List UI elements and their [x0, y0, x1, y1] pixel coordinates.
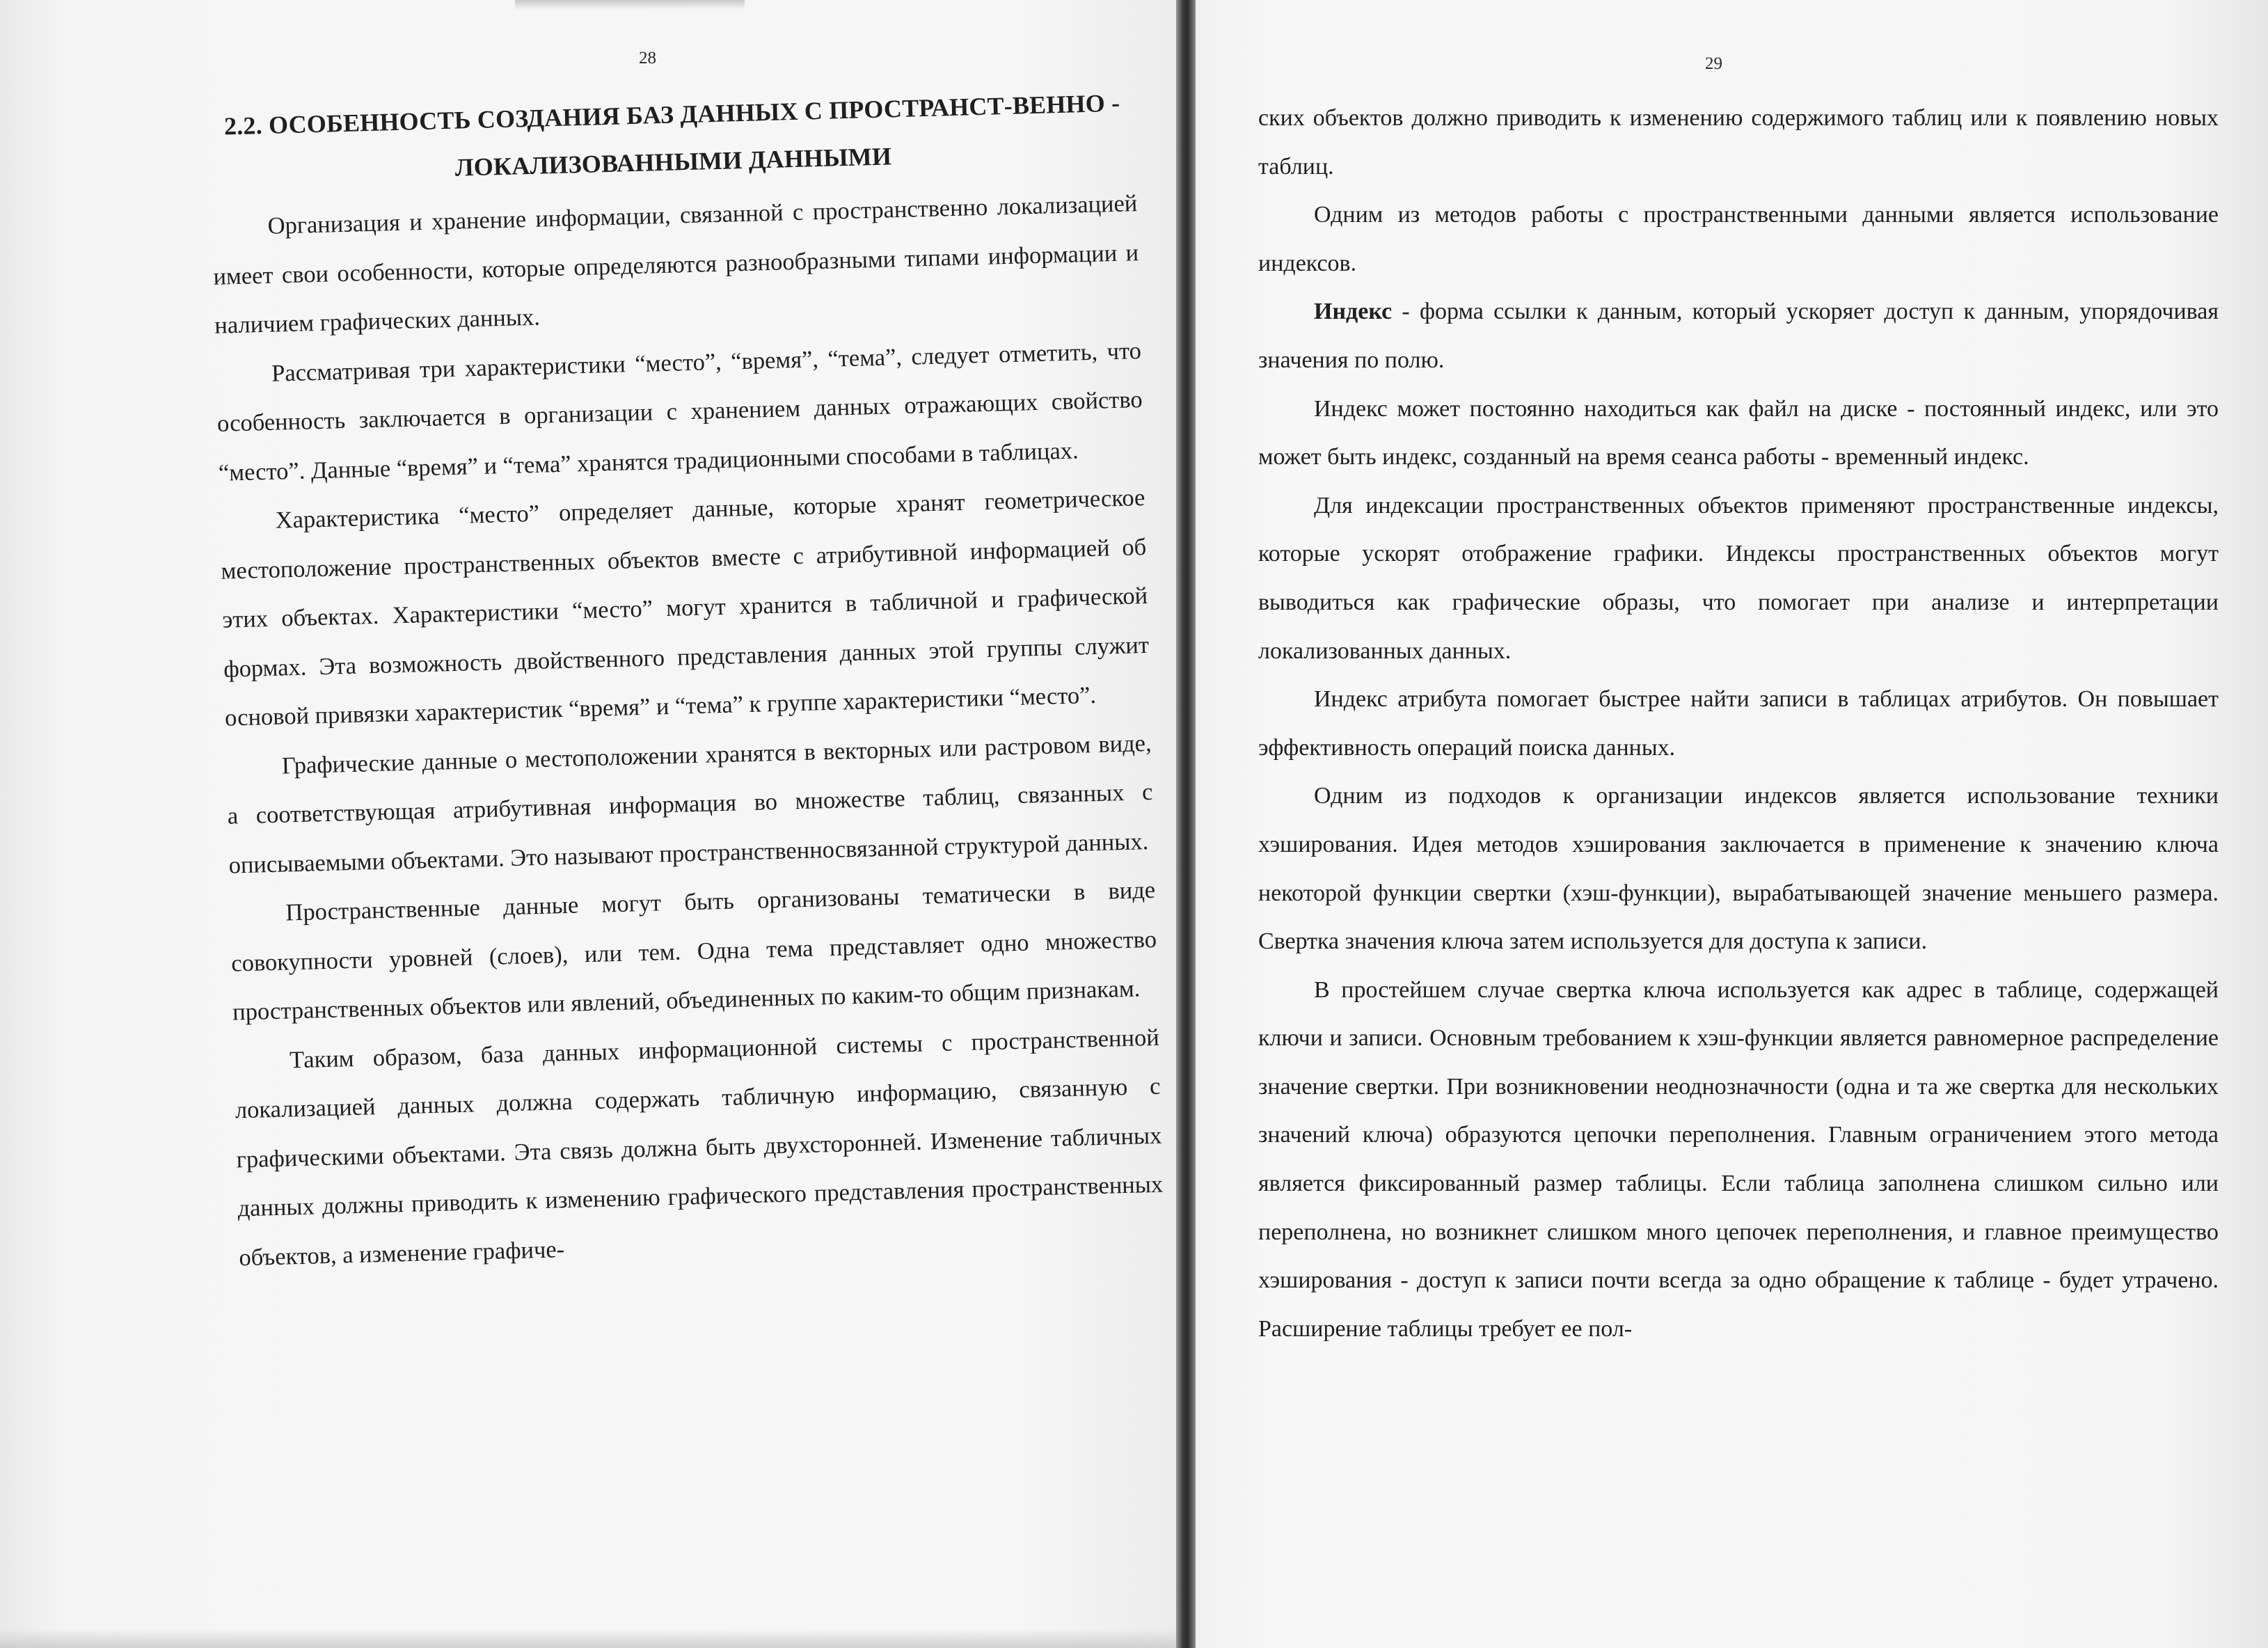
- index-definition-paragraph: [1258, 287, 2219, 384]
- paragraph: Рассматривая три характеристики “место”, “время”, “тема”, следует отметить, что особенность заключается в организации с хранением данных отражающих свойство “место”. Данные “время” и “тема” хранятся традиционными способами в таблицах.: [216, 337, 1143, 486]
- section-heading: 2.2. ОСОБЕННОСТЬ СОЗДАНИЯ БАЗ ДАННЫХ С ПРОСТРАНСТ-ВЕННО - ЛОКАЛИЗОВАННЫМИ ДАННЫМИ: [223, 88, 1120, 182]
- paragraph: Организация и хранение информации, связанной с пространственно локализацией имеет свои особенности, которые определяются разнообразными типами информации и наличием графических данных.: [213, 190, 1139, 339]
- left-page-body: [209, 79, 1165, 1282]
- paragraph: В простейшем случае свертка ключа используется как адрес в таблице, содержащей ключи и записи. Основным требованием к хэш-функции является равномерное распределение значение свертки. При возникновении неоднозначности (одна и та же свертка для нескольких значений ключа) образуются цепочки переполнения. Главным ограничением этого метода является фиксированный размер таблицы. Если таблица заполнена слишком сильно или переполнена, но возникнет слишком много цепочек переполнения, и главное преимущество хэширования - доступ к записи почти всегда за одно обращение к таблице - будет утрачено. Расширение таблицы требует ее пол-: [1258, 976, 2219, 1342]
- paragraph: Одним из методов работы с пространственными данными является использование индексов.: [1258, 202, 2219, 276]
- index-definition: - форма ссылки к данным, который ускоряет доступ к данным, упорядочивая значения по полю.: [1258, 299, 2219, 373]
- paragraph: Индекс атрибута помогает быстрее найти записи в таблицах атрибутов. Он повышает эффективность операций поиска данных.: [1258, 686, 2219, 761]
- page-edge-shadow: [515, 0, 745, 10]
- paragraph: Таким образом, база данных информационной системы с пространственной локализацией данных должна содержать табличную информацию, связанную с графическими объектами. Эта связь должна быть двухсторонней. Изменение табличных данных должны приводить к изменению графического представления пространственных объектов, а изменение графиче-: [235, 1024, 1164, 1271]
- paragraph: Пространственные данные могут быть организованы тематически в виде совокупности уровней (слоев), или тем. Одна тема представляет одно множество пространственных объектов или явлений, объединенных по каким-то общим признакам.: [230, 876, 1157, 1026]
- paragraph: Индекс может постоянно находиться как файл на диске - постоянный индекс, или это может быть индекс, созданный на время сеанса работы - временный индекс.: [1258, 395, 2219, 470]
- page-bottom-shadow: [0, 1629, 1176, 1648]
- index-term: Индекс: [1314, 299, 1393, 325]
- paragraph: Для индексации пространственных объектов применяют пространственные индексы, которые ускорят отображение графики. Индексы пространственных объектов могут выводиться как графические образы, что помогает при анализе и интерпретации локализованных данных.: [1258, 492, 2219, 664]
- book-spine: [1176, 0, 1196, 1648]
- right-page-body: [1258, 94, 2219, 1353]
- paragraph: Графические данные о местоположении хранятся в векторных или растровом виде, а соответствующая атрибутивная информация во множестве таблиц, связанных с описываемыми объектами. Это называют пространственносвязанной структурой данных.: [227, 729, 1153, 879]
- page-number-left: 28: [639, 49, 656, 68]
- paragraph: Одним из подходов к организации индексов является использование техники хэширования. Идея методов хэширования заключается в применение к значению ключа некоторой функции свертки (хэш-функции), вырабатывающей значение меньшего размера. Свертка значения ключа затем используется для доступа к записи.: [1258, 783, 2219, 955]
- right-page: [1196, 0, 2268, 1648]
- paragraph-continuation: ских объектов должно приводить к изменению содержимого таблиц или к появлению новых таблиц.: [1258, 105, 2219, 180]
- page-number-right: 29: [1705, 54, 1722, 73]
- paragraph: Характеристика “место” определяет данные, которые хранят геометрическое местоположение пространственных объектов вместе с атрибутивной информацией об этих объектах. Характеристики “место” могут хранится в табличной и графической формах. Эта возможность двойственного представления данных этой группы служит основой привязки характеристик “время” и “тема” к группе характеристики “место”.: [221, 484, 1150, 731]
